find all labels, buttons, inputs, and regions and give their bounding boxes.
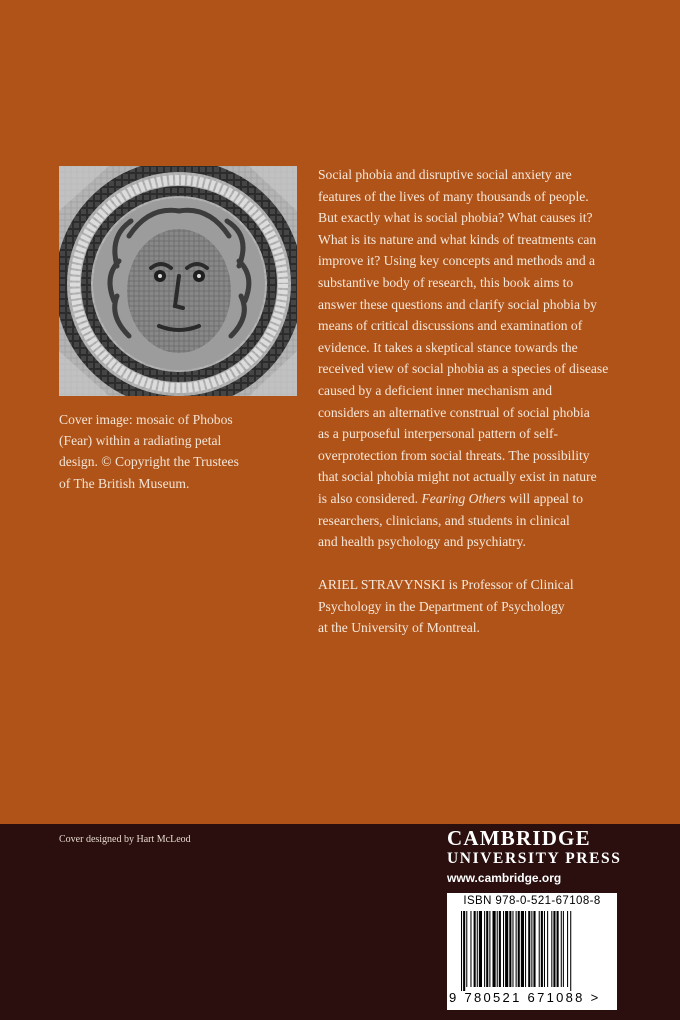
blurb-line: and health psychology and psychiatry.: [318, 534, 526, 550]
barcode-bar: [497, 911, 498, 987]
blurb-line: researchers, clinicians, and students in clinical: [318, 512, 570, 528]
barcode-bar: [521, 911, 524, 987]
blurb-line: [318, 488, 640, 510]
barcode-bar: [525, 911, 526, 987]
blurb-line: that social phobia might not actually exist in nature: [318, 469, 597, 485]
mosaic-phobos-image: [59, 166, 297, 396]
barcode-bar: [470, 911, 471, 987]
blurb-line: Social phobia and disruptive social anxiety are: [318, 167, 572, 182]
barcode-bar: [570, 911, 571, 991]
barcode-bar: [528, 911, 530, 987]
barcode-bar: [474, 911, 476, 987]
barcode-bar: [563, 911, 564, 987]
designer-credit: Cover designed by Hart McLeod: [59, 834, 191, 845]
barcode-bar: [533, 911, 535, 987]
barcode-bar: [505, 911, 508, 987]
publisher-url: www.cambridge.org: [447, 871, 562, 885]
barcode-digits: 9 780521 671088 >: [449, 990, 601, 1005]
blurb-line: improve it? Using key concepts and methods and a: [318, 253, 596, 269]
barcode-bar: [516, 911, 517, 987]
barcode-bar: [561, 911, 562, 987]
book-blurb: [318, 164, 640, 639]
caption-line: Cover image: mosaic of Phobos: [59, 412, 233, 427]
barcode-bar: [557, 911, 559, 987]
blurb-line: evidence. It takes a skeptical stance towards the: [318, 339, 578, 355]
caption-line: design. © Copyright the Trustees: [59, 454, 239, 470]
caption-line: (Fear) within a radiating petal: [59, 433, 222, 449]
cover-image-caption: [59, 409, 299, 494]
caption-line: of The British Museum.: [59, 475, 190, 491]
book-title-italic: Fearing Others: [421, 490, 506, 506]
barcode-bars: [447, 893, 617, 993]
barcode-bar: [518, 911, 520, 987]
barcode-bar: [547, 911, 548, 987]
blurb-line-text: will appeal to: [505, 490, 584, 506]
barcode-bar: [551, 911, 552, 987]
barcode-bar: [489, 911, 490, 987]
publisher-subtitle: UNIVERSITY PRESS: [447, 850, 622, 867]
barcode-bar: [544, 911, 545, 987]
barcode-bar: [461, 911, 462, 991]
author-bio-line: Psychology in the Department of Psychology: [318, 598, 565, 614]
blurb-line: overprotection from social threats. The possibility: [318, 447, 590, 463]
blurb-line: substantive body of research, this book aims to: [318, 274, 574, 290]
barcode-bar: [486, 911, 488, 987]
blurb-line: caused by a deficient inner mechanism and: [318, 382, 553, 398]
barcode-bar: [463, 911, 465, 991]
blurb-line: features of the lives of many thousands of people.: [318, 188, 589, 204]
blurb-line: as a purposeful interpersonal pattern of self-: [318, 426, 559, 442]
barcode-bar: [541, 911, 543, 987]
barcode-bar: [512, 911, 513, 987]
blurb-line: But exactly what is social phobia? What causes it?: [318, 210, 593, 226]
barcode-bar: [466, 911, 467, 987]
barcode-bar: [539, 911, 540, 987]
barcode-bar: [503, 911, 504, 987]
blurb-line-text: is also considered.: [318, 490, 419, 506]
barcode-bar: [531, 911, 532, 987]
author-bio-line: at the University of Montreal.: [318, 620, 480, 636]
barcode-bar: [553, 911, 555, 987]
barcode-bar: [567, 911, 568, 987]
isbn-label: ISBN 978-0-521-67108-8: [463, 895, 601, 907]
barcode-bar: [493, 911, 496, 987]
author-bio-line: ARIEL STRAVYNSKI is Professor of Clinical: [318, 577, 574, 593]
barcode-bar: [477, 911, 478, 987]
publisher-block: [447, 826, 627, 888]
mosaic-svg: [59, 166, 297, 396]
blurb-line: means of critical discussions and examination of: [318, 318, 583, 334]
blurb-line: answer these questions and clarify social phobia by: [318, 296, 597, 312]
blurb-line: received view of social phobia as a species of disease: [318, 361, 609, 377]
barcode-bar: [509, 911, 511, 987]
barcode-bar: [499, 911, 501, 987]
barcode-bar: [484, 911, 485, 987]
publisher-name: CAMBRIDGE: [447, 826, 591, 850]
blurb-line: What is its nature and what kinds of treatments can: [318, 231, 597, 247]
barcode-bar: [479, 911, 482, 987]
blurb-line: considers an alternative construal of social phobia: [318, 404, 590, 420]
isbn-barcode: [447, 893, 617, 1010]
